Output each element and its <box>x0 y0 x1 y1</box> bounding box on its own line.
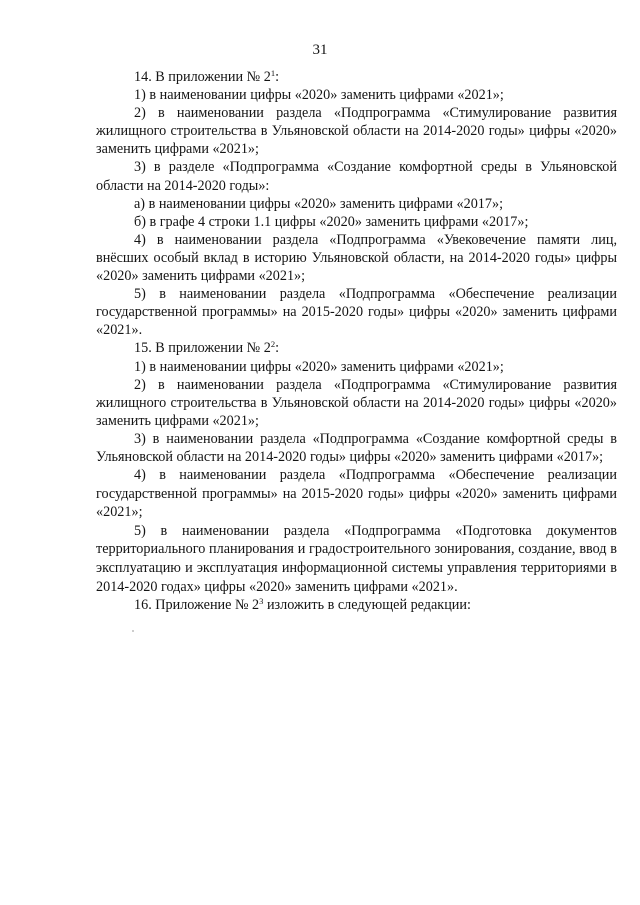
paragraph-14-item-3b: б) в графе 4 строки 1.1 цифры «2020» заменить цифрами «2017»; <box>134 213 529 230</box>
paragraph-15-heading: 15. В приложении № $2^2$: <box>134 339 280 357</box>
paragraph-15-item-4: 4) в наименовании раздела «Подпрограмма «Обеспечение реализации государственной программы» на 2015-2020 годы» цифры «2020» заменить цифрами «2021»; <box>96 467 617 521</box>
paragraph-14-item-2: 2) в наименовании раздела «Подпрограмма «Стимулирование развития жилищного строительства в Ульяновской области на 2014-2020 годы» цифры «2020» заменить цифрами «2021»; <box>96 105 617 158</box>
paragraph-14-item-3: 3) в разделе «Подпрограмма «Создание комфортной среды в Ульяновской области на 2014-2020 годы»: <box>96 159 617 194</box>
paragraph-14-item-1: 1) в наименовании цифры «2020» заменить цифрами «2021»; <box>134 87 504 104</box>
paragraph-15-item-1: 1) в наименовании цифры «2020» заменить цифрами «2021»; <box>134 358 504 375</box>
paragraph-15-item-2: 2) в наименовании раздела «Подпрограмма «Стимулирование развития жилищного строительства в Ульяновской области на 2014-2020 годы» цифры «2020» заменить цифрами «2021»; <box>96 376 617 429</box>
paragraph-14-item-4: 4) в наименовании раздела «Подпрограмма «Увековечение памяти лиц, внёсших особый вклад в историю Ульяновской области, на 2014-2020 годы» цифры «2020» заменить цифрами «2021»; <box>96 231 617 285</box>
superscript: 2 <box>270 339 276 350</box>
paragraph-15-item-5: 5) в наименовании раздела «Подпрограмма «Подготовка документов территориального планирования и градостроительного зонирования, создание, ввод в эксплуатацию и эксплуатация информационной системы управления территориями в 2014-2020 годах» цифры «2020» заменить цифрами «2021». <box>96 522 617 595</box>
superscript: 1 <box>270 68 276 78</box>
paragraph-14-heading: 14. В приложении № $2^1$: <box>134 68 280 85</box>
paragraph-15-item-3: 3) в наименовании раздела «Подпрограмма «Создание комфортной среды в Ульяновской области на 2014-2020 годы» цифры «2020» заменить цифрами «2017»; <box>96 430 617 465</box>
superscript: 3 <box>259 596 264 607</box>
paragraph-14-item-5: 5) в наименовании раздела «Подпрограмма «Обеспечение реализации государственной программы» на 2015-2020 годы» цифры «2020» заменить цифрами «2021». <box>96 286 617 339</box>
document-body <box>96 68 617 614</box>
paragraph-16-heading: 16. Приложение № $2^3$ изложить в следующей редакции: <box>134 596 471 614</box>
paragraph-14-item-3a: а) в наименовании цифры «2020» заменить цифрами «2017»; <box>134 195 504 212</box>
page-number: 31 <box>312 42 328 58</box>
scan-speck <box>132 630 134 632</box>
